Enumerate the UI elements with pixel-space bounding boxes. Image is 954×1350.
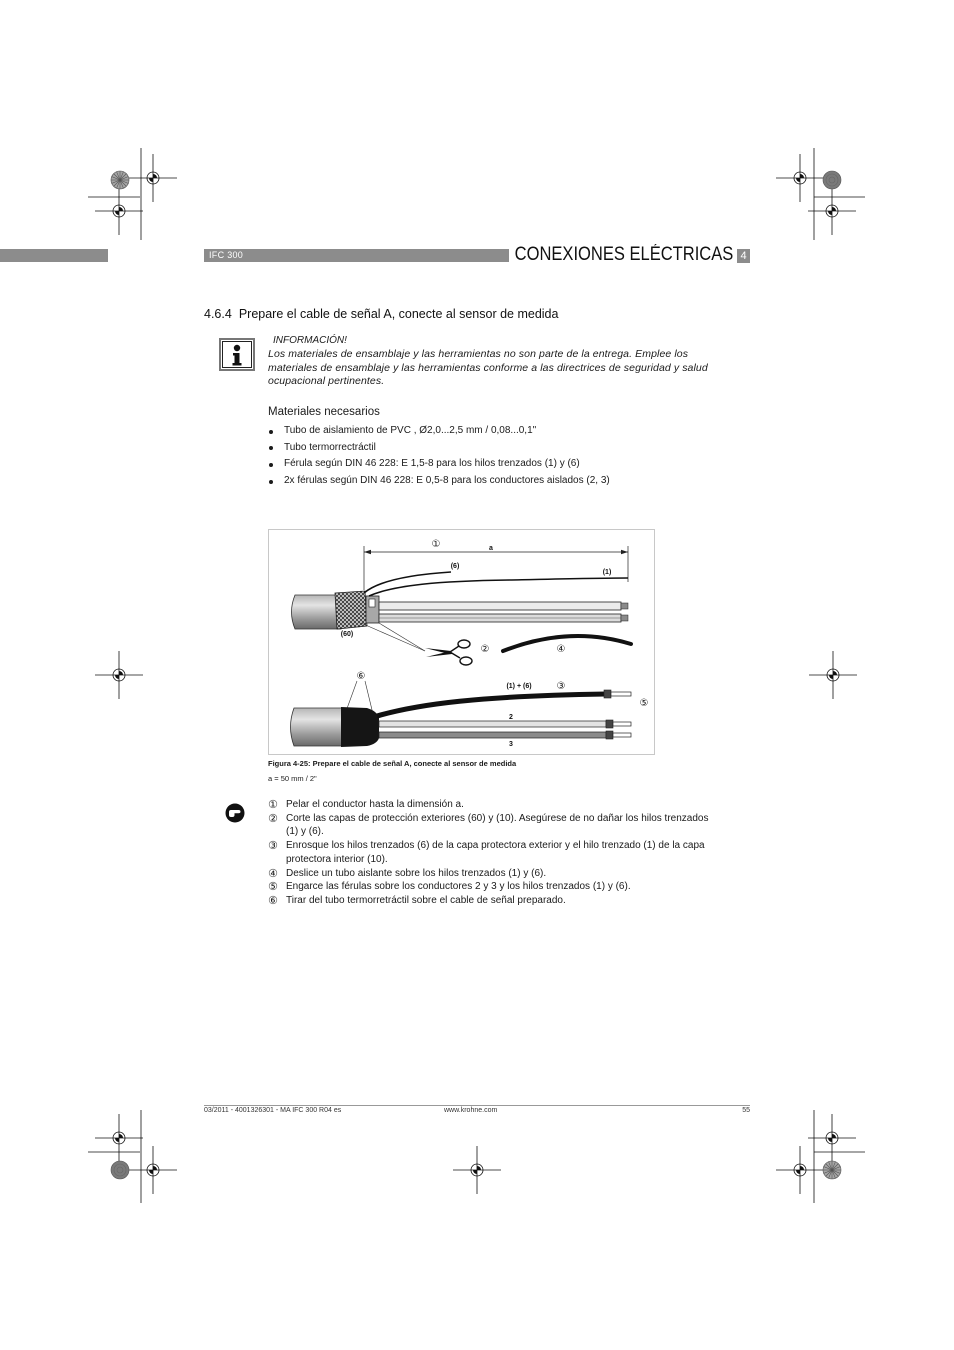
footer-website: www.krohne.com xyxy=(444,1107,498,1114)
materials-list xyxy=(268,423,610,490)
info-text-line: Los materiales de ensamblaje y las herramientas no son parte de la entrega. Emplee los xyxy=(268,348,689,360)
instruction-step xyxy=(268,894,708,908)
step-text: (1) y (6). xyxy=(286,826,324,838)
conductor-3 xyxy=(379,732,606,738)
registration-mark xyxy=(95,1114,143,1162)
twisted-drain-wires xyxy=(377,694,606,716)
step-text: Pelar el conductor hasta la dimensión a. xyxy=(286,799,464,810)
step-text: Deslice un tubo aislante sobre los hilos trenzados (1) y (6). xyxy=(286,867,547,879)
footer-document-reference: 03/2011 - 4001326301 - MA IFC 300 R04 es xyxy=(204,1107,342,1114)
step-text: Tirar del tubo termorretráctil sobre el cable de señal preparado. xyxy=(286,894,566,906)
leader-line xyxy=(379,623,425,651)
step-marker: ③ xyxy=(268,839,278,853)
step-marker: ① xyxy=(268,798,278,811)
wires-1-6-label: (1) + (6) xyxy=(506,683,532,690)
registration-mark xyxy=(95,187,143,235)
list-item xyxy=(268,456,610,473)
hand-pointer-icon xyxy=(225,803,245,823)
heat-shrink-tube xyxy=(341,707,379,747)
color-register-circle xyxy=(111,171,129,189)
cable-jacket xyxy=(292,595,342,629)
cable-jacket xyxy=(291,708,347,746)
bullet-icon xyxy=(269,463,273,467)
instruction-step xyxy=(268,867,708,881)
list-item-text: Tubo de aislamiento de PVC , Ø2,0...2,5 mm / 0,08...0,1" xyxy=(284,425,537,436)
figure-step-4-label: ④ xyxy=(556,644,566,655)
registration-mark xyxy=(129,1146,177,1194)
header-left-strip xyxy=(0,249,108,262)
step-text: Enrosque los hilos trenzados (6) de la capa protectora exterior y el hilo trenzado (1) de la capa xyxy=(286,840,705,852)
registration-mark xyxy=(453,1146,501,1194)
figure-step-2-label: ② xyxy=(480,644,490,655)
cable-preparation-figure xyxy=(268,529,655,755)
conductor-tip xyxy=(621,603,628,609)
ferrule xyxy=(613,733,631,737)
instruction-step xyxy=(268,812,708,839)
info-icon xyxy=(219,338,255,371)
ferrule xyxy=(613,722,631,726)
step-marker: ⑥ xyxy=(268,893,278,907)
instruction-steps xyxy=(268,798,708,908)
step-marker: ⑤ xyxy=(268,880,278,894)
registration-mark xyxy=(95,651,143,699)
instruction-step xyxy=(268,839,708,866)
conductor-2 xyxy=(379,721,606,727)
scissors-icon xyxy=(425,640,472,665)
info-text-line: ocupacional pertinentes. xyxy=(268,375,385,387)
registration-mark xyxy=(808,1114,856,1162)
conductor-2-label: 2 xyxy=(509,714,513,721)
list-item-text: 2x férulas según DIN 46 228: E 0,5-8 para los conductores aislados (2, 3) xyxy=(284,475,610,487)
wire-1-label: (1) xyxy=(602,569,612,576)
section-title: Prepare el cable de señal A, conecte al sensor de medida xyxy=(238,307,559,321)
registration-mark xyxy=(808,187,856,235)
figure-step-3-label: ③ xyxy=(556,681,566,692)
step-text: Engarce las férulas sobre los conductores 2 y 3 y los hilos trenzados (1) y (6). xyxy=(286,881,631,893)
step-marker: ② xyxy=(268,811,278,825)
leader-line xyxy=(361,623,425,651)
list-item xyxy=(268,473,610,490)
registration-mark xyxy=(129,154,177,202)
color-register-circle xyxy=(823,171,841,189)
header-product-name: IFC 300 xyxy=(209,250,244,260)
color-register-circle xyxy=(111,1161,129,1179)
figure-caption: Figura 4-25: Prepare el cable de señal A, conecte al sensor de medida xyxy=(268,759,517,768)
bullet-icon xyxy=(269,430,273,434)
header-product-bar xyxy=(204,249,509,262)
inner-foil xyxy=(369,599,375,607)
insulating-tube xyxy=(503,636,631,651)
chapter-title: CONEXIONES ELÉCTRICAS xyxy=(514,244,733,265)
info-text-line: materiales de ensamblaje y las herramientas conforme a las directrices de seguridad y salud xyxy=(268,361,708,374)
cable-diagram xyxy=(269,530,654,754)
conductor-3-label: 3 xyxy=(509,741,513,748)
ferrule xyxy=(611,692,631,696)
dimension-arrow-left xyxy=(364,550,371,554)
list-item xyxy=(268,440,610,457)
wire-6-label: (6) xyxy=(450,563,460,570)
instruction-step xyxy=(268,880,708,894)
info-text xyxy=(268,348,708,389)
page-number: 55 xyxy=(742,1107,750,1114)
step-marker: ④ xyxy=(268,866,278,880)
registration-mark xyxy=(776,154,824,202)
color-register-circle xyxy=(823,1161,841,1179)
step-text: Corte las capas de protección exteriores (60) y (10). Asegúrese de no dañar los hilos trenzados xyxy=(286,812,709,824)
chapter-number-badge: 4 xyxy=(737,249,750,263)
registration-mark xyxy=(776,1146,824,1194)
step-text: protectora interior (10). xyxy=(286,853,388,865)
info-label: INFORMACIÓN! xyxy=(273,335,347,346)
materials-heading: Materiales necesarios xyxy=(268,406,380,418)
bullet-icon xyxy=(269,446,273,450)
figure-step-6-label: ⑥ xyxy=(356,671,366,682)
ferrule-collar xyxy=(604,690,611,698)
ferrule-collar xyxy=(606,720,613,728)
list-item-text: Férula según DIN 46 228: E 1,5-8 para los hilos trenzados (1) y (6) xyxy=(284,458,580,470)
instruction-step xyxy=(268,798,708,812)
shield-60-label: (60) xyxy=(340,631,354,638)
ferrule-collar xyxy=(606,731,613,739)
dimension-a-label: a xyxy=(489,545,493,552)
section-number: 4.6.4 xyxy=(204,307,232,321)
registration-mark xyxy=(809,651,857,699)
figure-step-1-label: ① xyxy=(431,539,441,550)
figure-note: a = 50 mm / 2" xyxy=(268,774,317,783)
bullet-icon xyxy=(269,480,273,484)
drain-wire-1 xyxy=(369,578,628,596)
dimension-arrow-right xyxy=(621,550,628,554)
figure-step-5-label: ⑤ xyxy=(639,698,649,709)
conductor-tip xyxy=(621,615,628,621)
list-item xyxy=(268,423,610,440)
list-item-text: Tubo termorrectráctil xyxy=(284,441,376,453)
section-heading xyxy=(204,307,558,322)
insulated-conductor xyxy=(379,602,621,610)
